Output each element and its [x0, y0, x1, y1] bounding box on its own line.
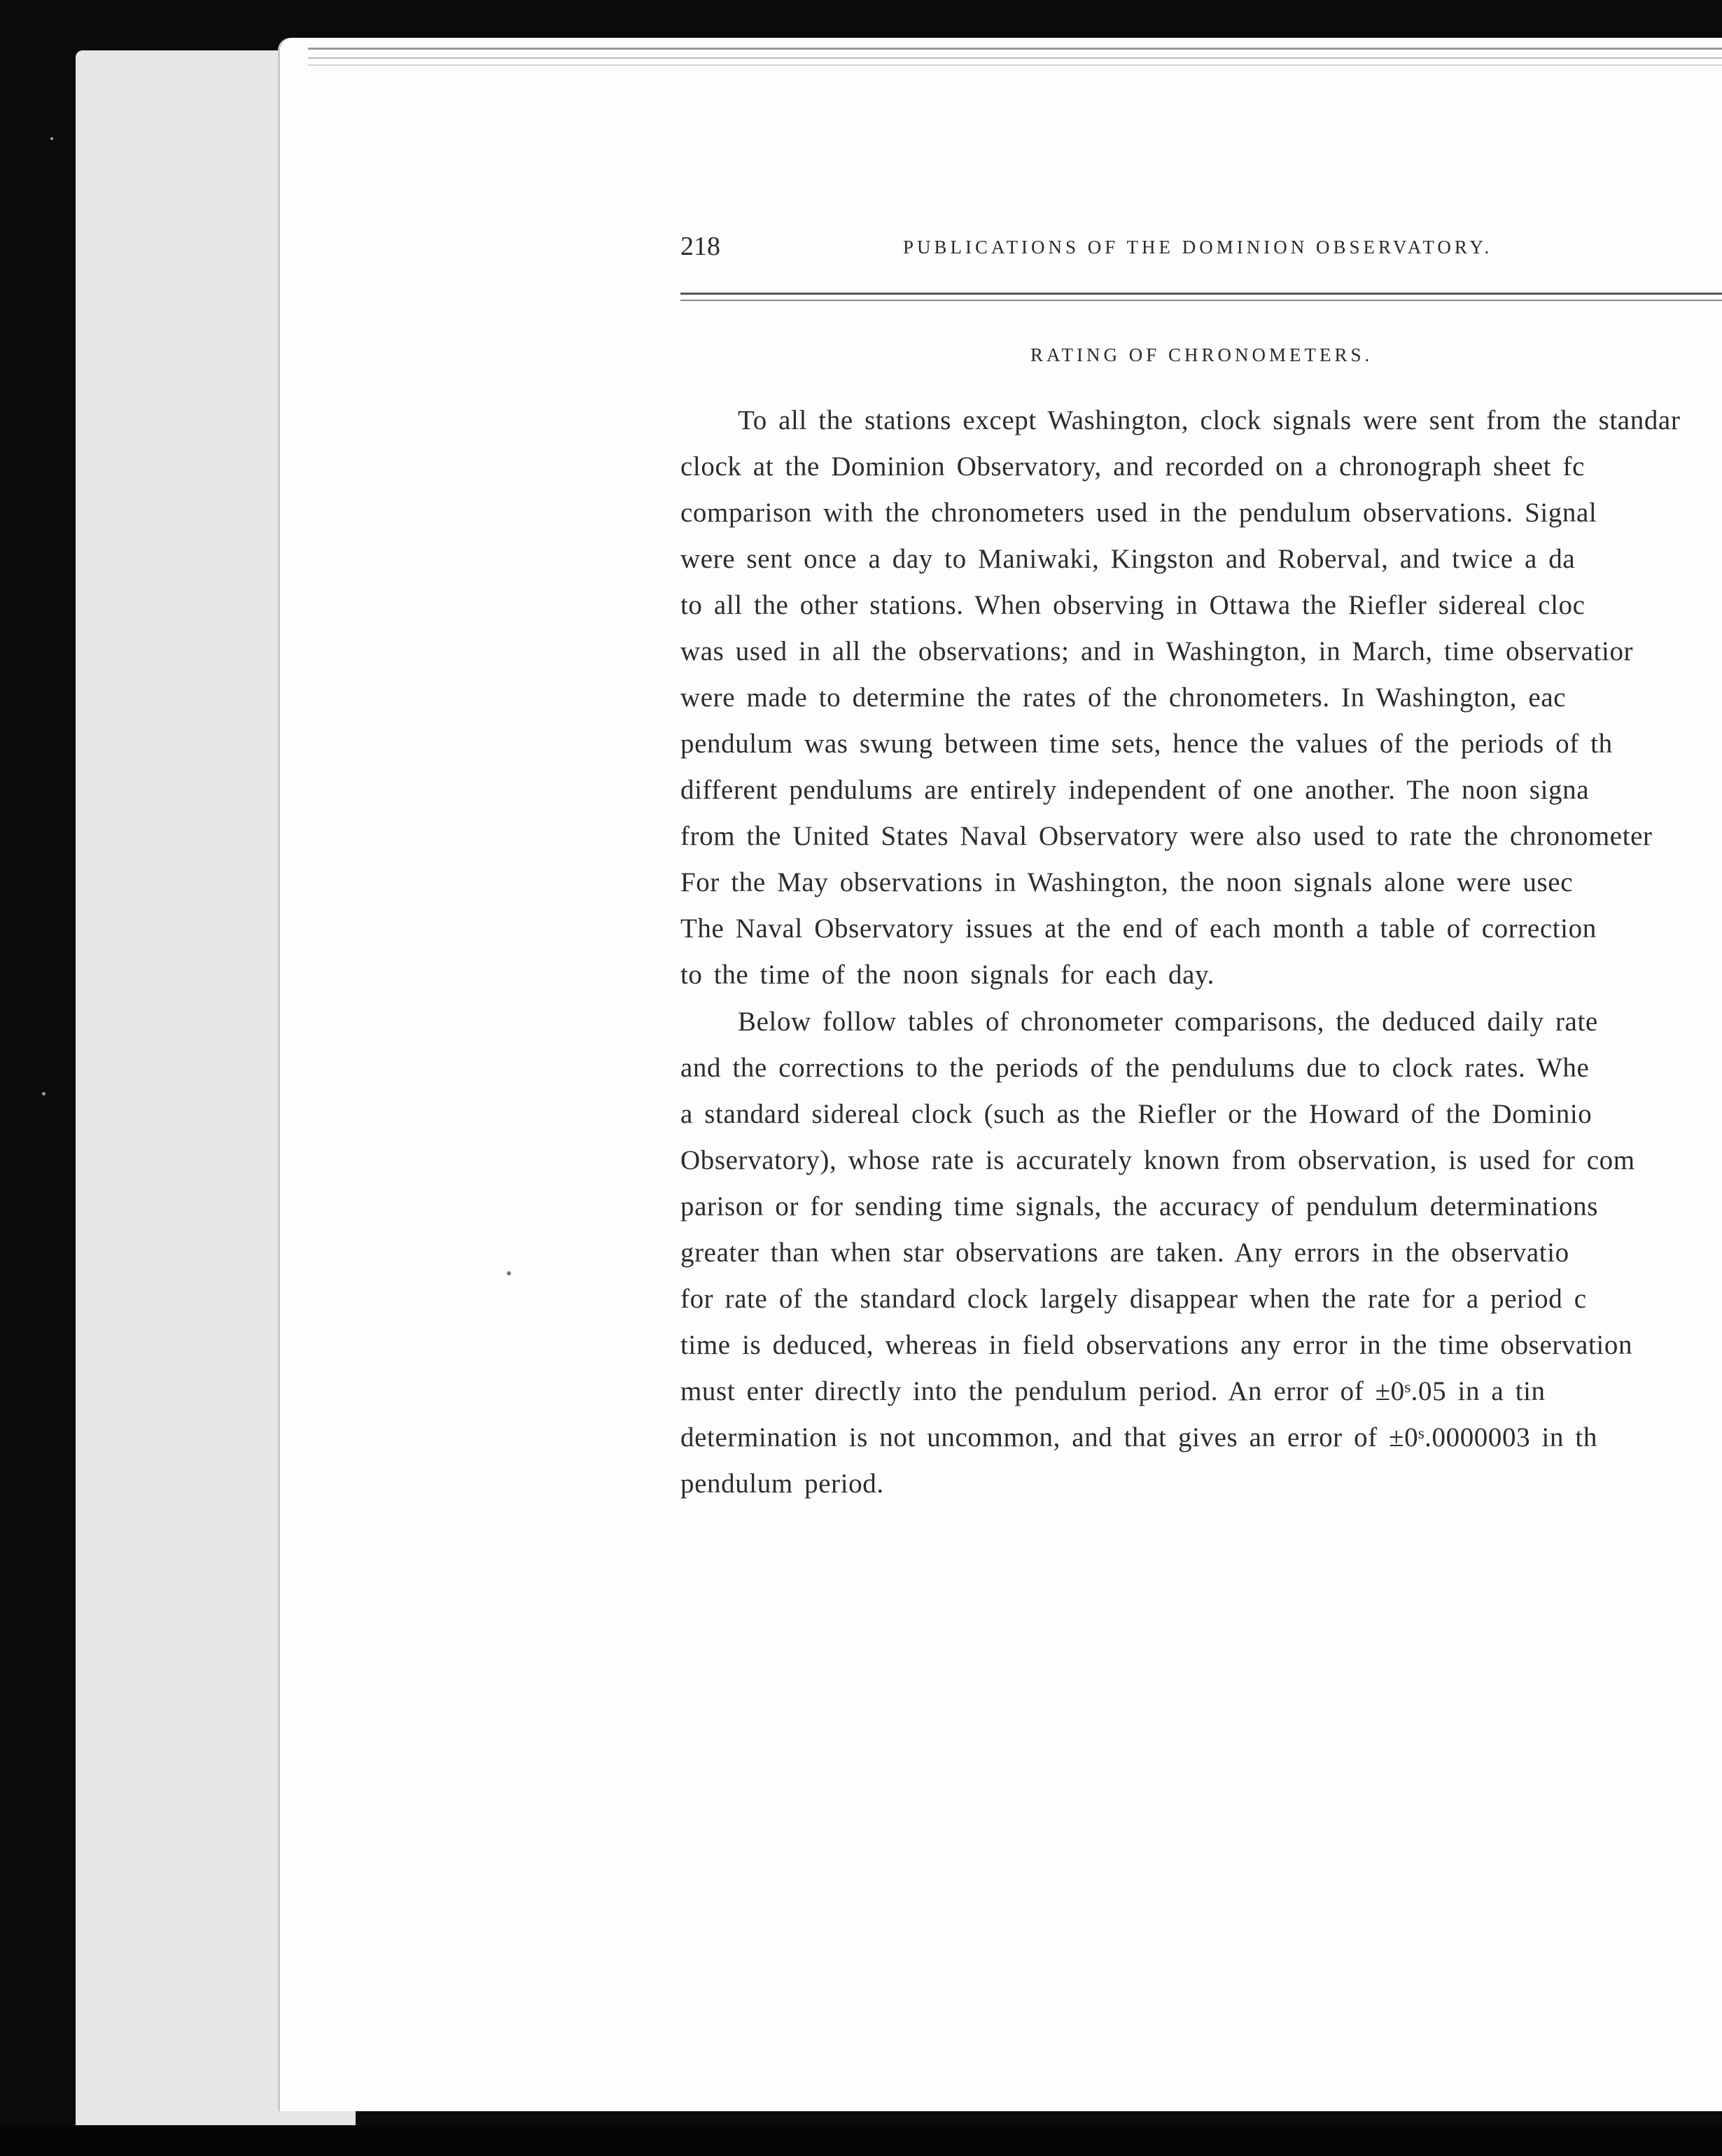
text-line: a standard sidereal clock (such as the Riefler or the Howard of the Dominio — [680, 1099, 1592, 1129]
text-line: different pendulums are entirely independent of one another. The noon signa — [680, 775, 1590, 805]
text-line: from the United States Naval Observatory were also used to rate the chronometer — [680, 821, 1653, 851]
scan-speck — [507, 1271, 511, 1275]
text-line: The Naval Observatory issues at the end of each month a table of correction — [680, 913, 1597, 944]
text-line: was used in all the observations; and in Washington, in March, time observatior — [680, 636, 1634, 666]
text-line: to the time of the noon signals for each day. — [680, 960, 1214, 990]
text-line: and the corrections to the periods of the pendulums due to clock rates. Whe — [680, 1053, 1590, 1083]
text-line: greater than when star observations are taken. Any errors in the observatio — [680, 1238, 1569, 1268]
scan-speck — [42, 1092, 46, 1096]
text-line: pendulum period. — [680, 1469, 884, 1499]
section-heading: RATING OF CHRONOMETERS. — [1030, 344, 1373, 365]
header-rule — [680, 300, 1722, 301]
paragraph — [680, 398, 1722, 998]
text-line: to all the other stations. When observing in Ottawa the Riefler sidereal cloc — [680, 590, 1586, 620]
text-line: comparison with the chronometers used in the pendulum observations. Signal — [680, 498, 1597, 528]
text-line: For the May observations in Washington, the noon signals alone were usec — [680, 867, 1574, 897]
text-line: must enter directly into the pendulum period. An error of ±0ˢ.05 in a tin — [680, 1376, 1546, 1406]
page-stack-edge — [308, 57, 1722, 59]
page-stack-edge — [308, 48, 1722, 50]
running-head — [680, 231, 1722, 266]
page-number: 218 — [680, 232, 720, 261]
scan-speck — [50, 137, 53, 140]
text-line: time is deduced, whereas in field observations any error in the time observation — [680, 1330, 1633, 1360]
text-line: determination is not uncommon, and that gives an error of ±0ˢ.0000003 in th — [680, 1422, 1597, 1452]
text-line: Observatory), whose rate is accurately known from observation, is used for com — [680, 1145, 1635, 1175]
paragraph — [680, 999, 1722, 1507]
text-line: clock at the Dominion Observatory, and recorded on a chronograph sheet fc — [680, 451, 1586, 482]
text-line: parison or for sending time signals, the accuracy of pendulum determinations — [680, 1191, 1599, 1222]
text-line: for rate of the standard clock largely disappear when the rate for a period c — [680, 1284, 1587, 1314]
scanner-background — [0, 2125, 1722, 2156]
running-head-title: PUBLICATIONS OF THE DOMINION OBSERVATORY. — [903, 237, 1493, 258]
page-stack-edge — [308, 64, 1722, 66]
text-line: Below follow tables of chronometer comparisons, the deduced daily rate — [738, 1007, 1598, 1037]
header-rule — [680, 293, 1722, 295]
text-line: To all the stations except Washington, clock signals were sent from the standar — [738, 405, 1681, 435]
text-line: were sent once a day to Maniwaki, Kingston and Roberval, and twice a da — [680, 544, 1576, 574]
text-line: pendulum was swung between time sets, hence the values of the periods of th — [680, 729, 1613, 759]
text-line: were made to determine the rates of the chronometers. In Washington, eac — [680, 682, 1567, 713]
